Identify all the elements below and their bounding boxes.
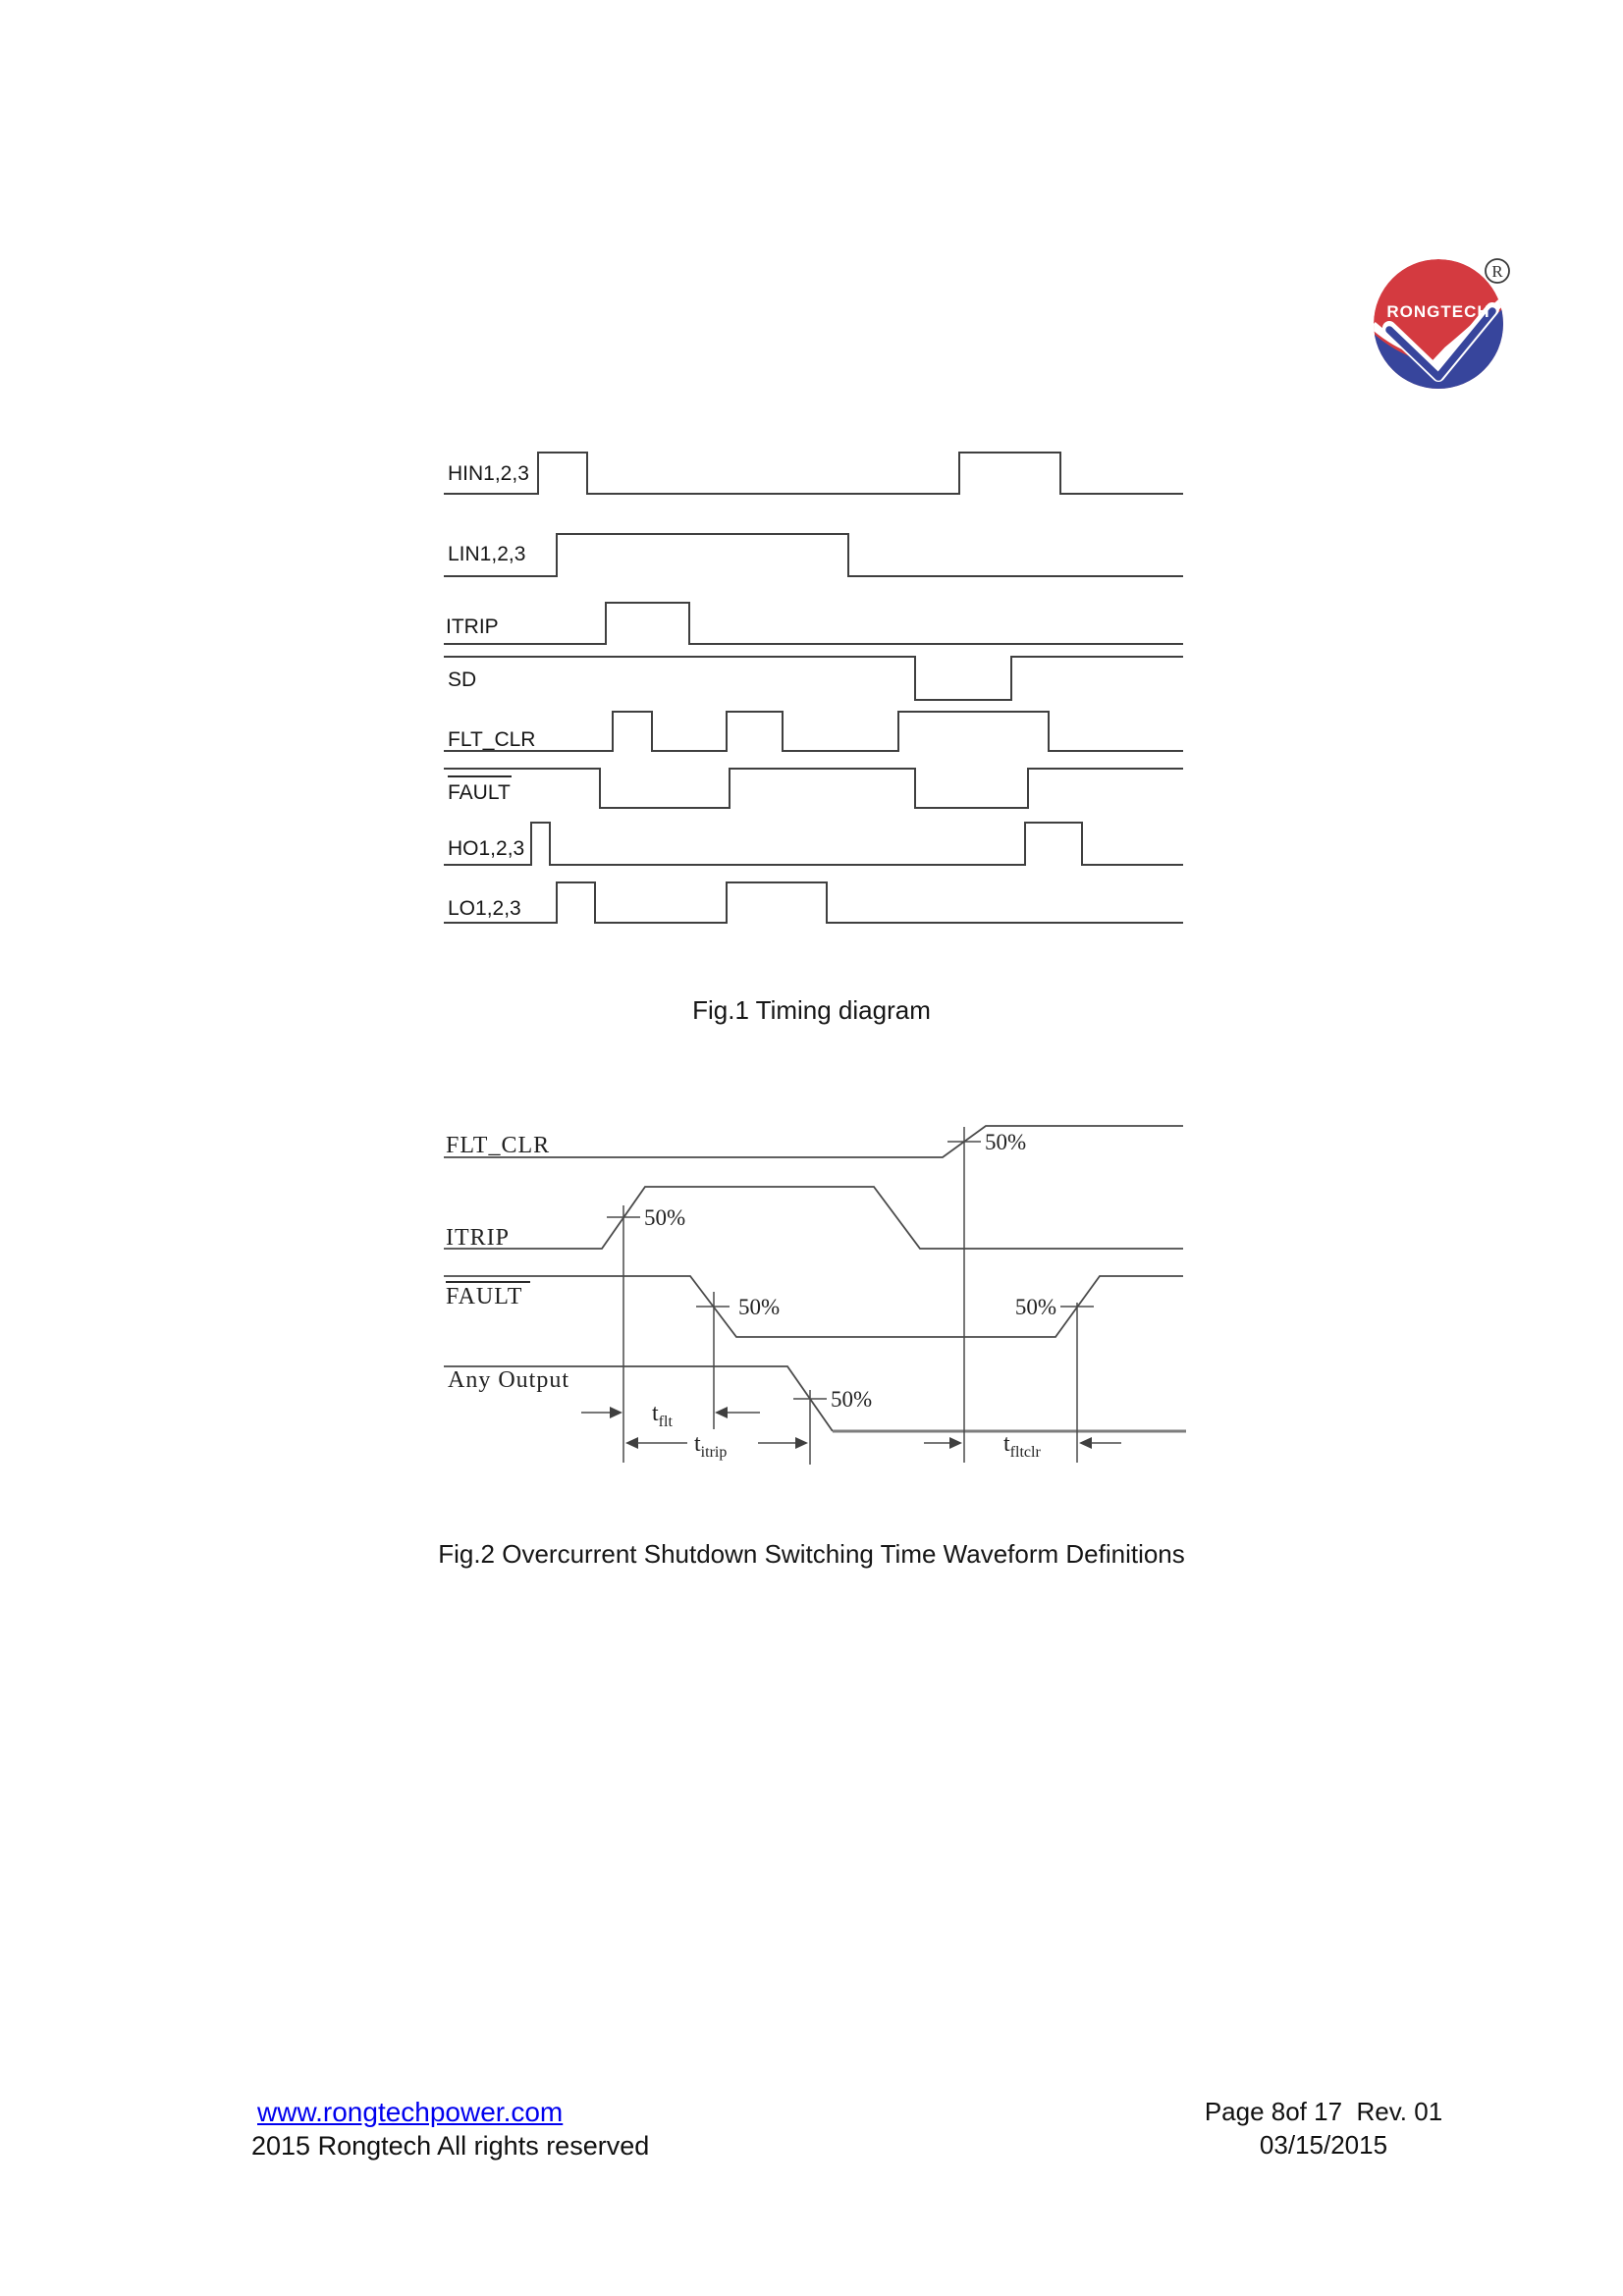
rongtech-logo	[1371, 256, 1547, 398]
fig1-wave-fltclr	[444, 712, 1183, 751]
tfltclr-arrow-right-head	[1079, 1437, 1092, 1449]
fig1-signal-label-ho: HO1,2,3	[448, 837, 525, 860]
fig1-signal-label-lo: LO1,2,3	[448, 897, 521, 920]
fig1-signal-label-hin: HIN1,2,3	[448, 462, 529, 485]
tfltclr-arrow-left-head	[949, 1437, 962, 1449]
fig1-signal-label-sd: SD	[448, 668, 477, 691]
tflt-label: $t_{flt}$	[652, 1401, 673, 1430]
registered-trademark-letter: R	[1491, 262, 1503, 281]
fig2-signal-label-fltclr: FLT_CLR	[446, 1133, 551, 1158]
footer-left	[251, 2097, 649, 2162]
website-link[interactable]: www.rongtechpower.com	[257, 2097, 564, 2127]
fig1-signal-label-itrip: ITRIP	[446, 615, 499, 638]
fig1-wave-lo	[444, 882, 1183, 923]
fig2-pct-fault-fall: 50%	[738, 1295, 781, 1319]
tfltclr-label: $t_{fltclr}$	[1003, 1431, 1041, 1461]
tflt-arrow-right-head	[715, 1407, 728, 1418]
fig2-pct-fltclr: 50%	[985, 1130, 1027, 1154]
fig1-signal-label-fltclr: FLT_CLR	[448, 728, 536, 751]
fig2-wave-itrip	[444, 1187, 1183, 1249]
fig1-signal-label-lin: LIN1,2,3	[448, 543, 526, 565]
logo-brand-text: RONGTECH	[1386, 302, 1490, 321]
fig2-signal-label-itrip: ITRIP	[446, 1225, 510, 1251]
fig1-wave-ho	[444, 823, 1183, 865]
page-number-text: Page 8of 17 Rev. 01	[1204, 2097, 1443, 2126]
fig2-caption: Fig.2 Overcurrent Shutdown Switching Time Waveform Definitions	[438, 1539, 1185, 1569]
fig2-pct-fault-rise: 50%	[1014, 1295, 1056, 1319]
fig2-pct-itrip: 50%	[644, 1205, 686, 1230]
revision-date-text: 03/15/2015	[1259, 2130, 1388, 2160]
titrip-arrow-right-head	[795, 1437, 808, 1449]
titrip-label: $t_{itrip}$	[694, 1431, 728, 1461]
fig2-pct-output: 50%	[831, 1387, 873, 1412]
fig2-signal-label-any-output: Any Output	[448, 1367, 569, 1393]
fig2-signal-label-fault: FAULT	[446, 1284, 523, 1309]
fig2-wave-fltclr	[444, 1126, 1183, 1157]
fig1-wave-sd	[444, 657, 1183, 700]
tflt-arrow-left-head	[610, 1407, 622, 1418]
fig1-wave-fault	[444, 769, 1183, 808]
fig1-signal-label-fault: FAULT	[448, 781, 511, 804]
fig1-wave-itrip	[444, 603, 1183, 644]
fig2-waveform-definitions	[432, 1109, 1208, 1502]
footer-right	[1137, 2095, 1510, 2162]
copyright-text: 2015 Rongtech All rights reserved	[251, 2131, 650, 2161]
fig1-timing-diagram	[432, 432, 1208, 942]
fig1-wave-lin	[444, 534, 1183, 576]
fig1-caption: Fig.1 Timing diagram	[692, 995, 931, 1025]
fig1-wave-hin	[444, 453, 1183, 494]
titrip-arrow-left-head	[625, 1437, 638, 1449]
